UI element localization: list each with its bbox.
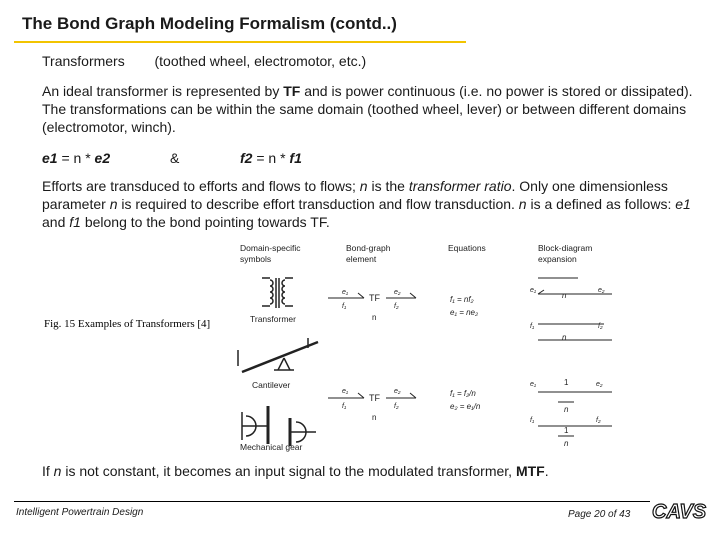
eq-row2-a: f₁ = f₂/n [450, 389, 476, 398]
p1-text-b: and is power continuous (i.e. no power is stored or dissipated). The transformations can be within the same domain (toothed wheel, lever) or between different domains (electromotor, winch). [42, 83, 693, 135]
cavs-logo-text: CAVS [652, 501, 707, 523]
header-element: element [346, 254, 377, 264]
p2-a: Efforts are transduced to efforts and flows to flows; [42, 178, 360, 194]
page-title: The Bond Graph Modeling Formalism (contd..) [22, 14, 397, 33]
bd2-n: n [564, 405, 569, 414]
bg1-e1: e₁ [342, 289, 349, 296]
transformers-heading [42, 52, 366, 70]
bd2-one-b: 1 [564, 426, 569, 435]
cantilever-icon [238, 338, 318, 372]
eq1-mid: = n * [57, 150, 95, 166]
eq-row1-a: f₁ = nf₂ [450, 295, 474, 304]
bd2-f1: f₁ [530, 417, 535, 424]
heading-term: Transformers [42, 53, 125, 69]
header-domain-specific: Domain-specific [240, 243, 301, 253]
transformer-examples-figure [232, 240, 620, 452]
bd1-e2: e₂ [598, 287, 605, 294]
p3-c: . [544, 463, 549, 479]
paragraph-ideal-transformer [42, 82, 706, 136]
p2-n2: n [109, 196, 118, 212]
p1-tf: TF [283, 83, 301, 99]
gear-icon [242, 406, 316, 446]
p3-n: n [53, 463, 62, 479]
header-equations: Equations [448, 243, 486, 253]
title-underline [14, 41, 466, 43]
paragraph-transduction [42, 177, 706, 231]
header-block-diagram: Block-diagram [538, 243, 593, 253]
footer-divider [14, 501, 650, 502]
eq-f2: f2 [240, 150, 253, 166]
p1-text-a: An ideal transformer is represented by [42, 83, 284, 99]
header-symbols: symbols [240, 254, 272, 264]
bd1-n: n [562, 291, 567, 300]
footer-page-number: Page 20 of 43 [568, 509, 631, 520]
p2-d: is required to describe effort transduction and flow transduction. [117, 196, 519, 212]
bd2-f2: f₂ [596, 417, 601, 424]
bd1-n2: n [562, 333, 567, 342]
bg2-e2: e₂ [394, 388, 401, 395]
bd2-one: 1 [564, 378, 569, 387]
eq2-mid: = n * [252, 150, 290, 166]
eq-f1: f1 [289, 150, 302, 166]
block-diagram-row2 [538, 392, 612, 436]
heading-examples: (toothed wheel, electromotor, etc.) [154, 53, 367, 69]
bd1-e1: e₁ [530, 287, 537, 294]
p2-e1: e1 [675, 196, 691, 212]
p2-f: and [42, 214, 70, 230]
bd2-n2: n [564, 439, 569, 448]
eq-row2-b: e₂ = e₁/n [450, 402, 481, 411]
bd2-e2: e₂ [596, 381, 603, 388]
row-label-mechanical-gear: Mechanical gear [240, 442, 303, 452]
row-label-cantilever: Cantilever [252, 380, 291, 390]
p2-f1: f1 [69, 214, 81, 230]
p2-c: . Only one dimensionless parameter [42, 178, 668, 212]
bg1-tf: TF [369, 293, 380, 303]
bd1-f1: f₁ [530, 323, 535, 330]
header-bond-graph: Bond-graph [346, 243, 391, 253]
transformer-coil-icon [262, 278, 293, 308]
eq-row1-b: e₁ = ne₂ [450, 308, 479, 317]
bg1-f1: f₁ [342, 303, 347, 310]
bg1-f2: f₂ [394, 303, 399, 310]
bg2-f1: f₁ [342, 403, 347, 410]
bg2-n: n [372, 413, 377, 422]
bg2-tf: TF [369, 393, 380, 403]
p3-mtf: MTF [515, 463, 545, 479]
eq-e1: e1 [42, 150, 58, 166]
header-expansion: expansion [538, 254, 577, 264]
p3-a: If [42, 463, 54, 479]
bond-graph-row2 [328, 388, 416, 422]
eq-ampersand: & [170, 150, 180, 166]
p2-n3: n [518, 196, 527, 212]
eq-e2: e2 [94, 150, 111, 166]
p3-b: is not constant, it becomes an input signal to the modulated transformer, [61, 463, 516, 479]
bg1-e2: e₂ [394, 289, 401, 296]
figure-caption: Fig. 15 Examples of Transformers [4] [44, 318, 211, 330]
p2-n1: n [359, 178, 368, 194]
paragraph-modulated [42, 462, 706, 480]
bd1-f2: f₂ [598, 323, 603, 330]
row-label-transformer: Transformer [250, 314, 296, 324]
cavs-logo [650, 498, 708, 524]
p2-g: belong to the bond pointing towards TF. [80, 214, 330, 230]
bg1-n: n [372, 313, 377, 322]
footer-course-title: Intelligent Powertrain Design [16, 507, 144, 518]
p2-e: is a defined as follows: [526, 196, 676, 212]
bond-graph-row1 [328, 289, 416, 322]
bg2-f2: f₂ [394, 403, 399, 410]
bd2-e1: e₁ [530, 381, 537, 388]
bg2-e1: e₁ [342, 388, 349, 395]
p2-b: is the [367, 178, 409, 194]
p2-ratio: transformer ratio [408, 178, 512, 194]
